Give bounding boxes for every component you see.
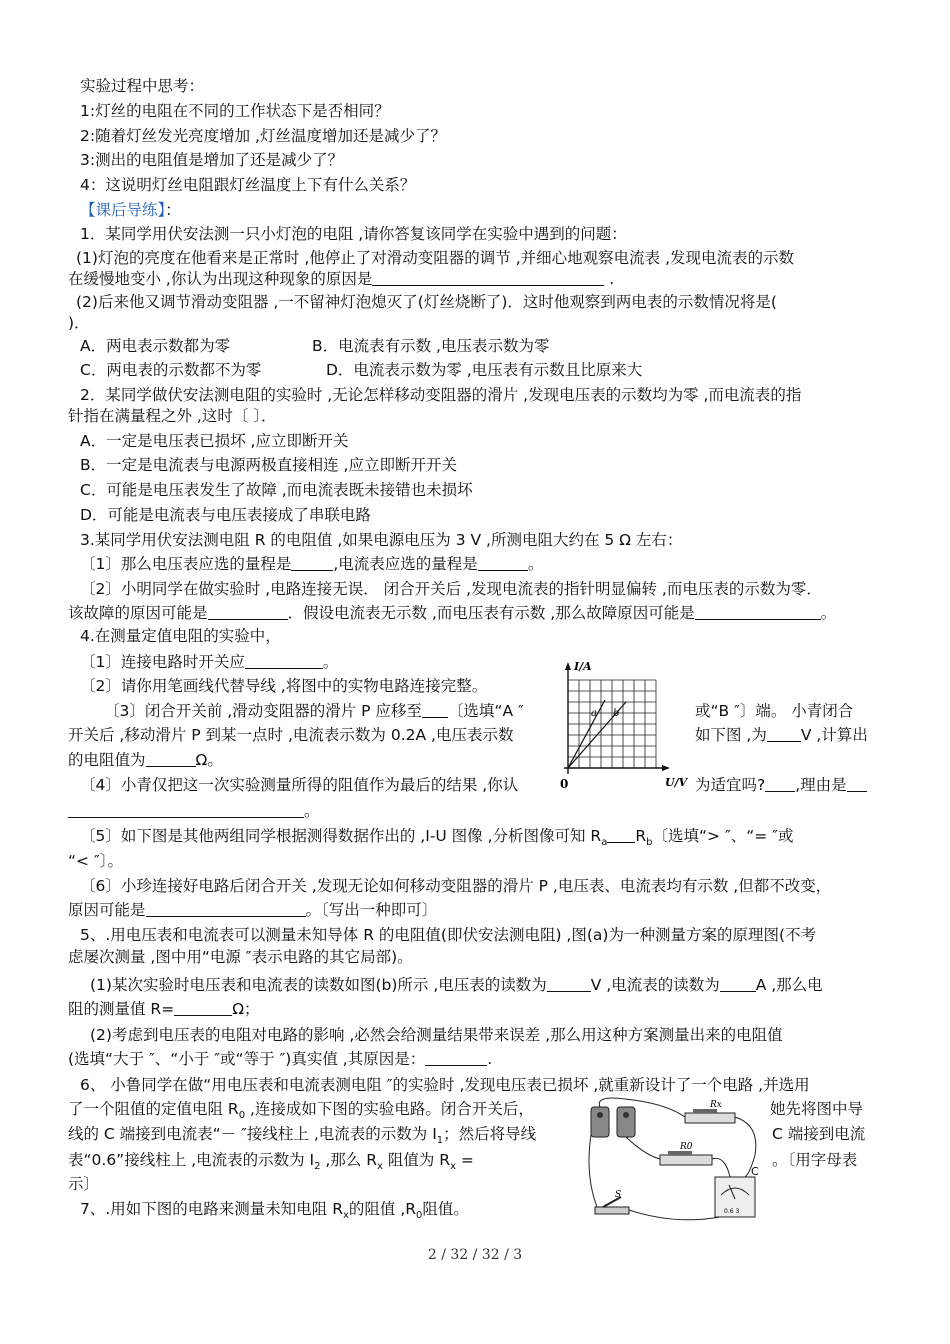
p4-s3-e-text: 如下图 ,为 bbox=[695, 726, 767, 744]
p6-l4-subx: x bbox=[377, 1161, 383, 1173]
p5-s1-cont bbox=[68, 999, 260, 1019]
p7-l1-b: 的阻值 ,R bbox=[348, 1200, 417, 1218]
battery-left bbox=[591, 1107, 609, 1137]
p6-l2-right: 她先将图中导 bbox=[770, 1100, 864, 1118]
p4-s3-g bbox=[68, 750, 223, 770]
p4-s6b bbox=[68, 900, 437, 920]
p6-l5: 示〕 bbox=[68, 1175, 100, 1193]
p5-s1-e: Ω； bbox=[232, 1000, 260, 1018]
p4-blank-6[interactable] bbox=[847, 776, 867, 792]
p7-l1-sub: x bbox=[343, 1210, 349, 1222]
p3-s2a: 〔2〕小明同学在做实验时 ,电路连接无误． 闭合开关后 ,发现电流表的指针明显偏转 ,而电压表的示数为零． bbox=[80, 580, 822, 598]
p2-stem-b: 针指在满量程之外 ,这时〔 〕． bbox=[68, 407, 277, 425]
p5-s1-d: 阻的测量值 R= bbox=[68, 1000, 175, 1018]
iu-label-b: b bbox=[613, 708, 620, 719]
p1-s1b bbox=[68, 269, 614, 289]
think-q1: 1:灯丝的电阻在不同的工作状态下是否相同？ bbox=[80, 102, 390, 120]
p4-blank-8[interactable] bbox=[607, 827, 635, 843]
p1-optB: B．电流表有示数 ,电压表示数为零 bbox=[312, 337, 550, 355]
p6-l3-a: 线的 C 端接到电流表“－ ″接线柱上 ,电流表的示数为 I bbox=[68, 1125, 437, 1143]
p3-blank-1[interactable] bbox=[291, 555, 333, 571]
p3-blank-3[interactable] bbox=[208, 604, 288, 620]
p4-s5-b: 〔选填“> ″、“= ″或 bbox=[652, 827, 794, 845]
p1-optD: D．电流表示数为零 ,电压表有示数且比原来大 bbox=[326, 361, 643, 379]
p4-s3-b: 〔选填“A ″ bbox=[447, 702, 524, 720]
section-colon: ： bbox=[165, 201, 181, 219]
switch-label: S bbox=[615, 1190, 622, 1200]
p4-s2: 〔2〕请你用笔画线代替导线 ,将图中的实物电路连接完整。 bbox=[80, 677, 488, 695]
p6-l4-a: 表“0.6”接线柱上 ,电流表的示数为 I bbox=[68, 1151, 315, 1169]
p6-l4-b: ,那么 R bbox=[320, 1151, 378, 1169]
r0-resistor bbox=[660, 1151, 712, 1165]
p4-s1-b: 。 bbox=[322, 653, 339, 671]
iu-graph-grid bbox=[568, 680, 656, 768]
p3-blank-4[interactable] bbox=[695, 604, 821, 620]
p6-l2-sub: 0 bbox=[238, 1110, 246, 1122]
p6-l2-b: ,连接成如下图的实验电路。闭合开关后， bbox=[245, 1100, 534, 1118]
p4-blank-4[interactable] bbox=[146, 751, 196, 767]
p4-s6-b: 原因可能是 bbox=[68, 901, 146, 919]
p6-l4-subx2: x bbox=[450, 1161, 456, 1173]
p6-l3 bbox=[68, 1124, 536, 1151]
p4-s6a: 〔6〕小珍连接好电路后闭合开关 ,发现无论如何移动变阻器的滑片 P ,电压表、电流表均有示数 ,但都不改变， bbox=[80, 877, 832, 895]
p3-s2-c: ．假设电流表无示数 ,而电压表有示数 ,那么故障原因可能是 bbox=[287, 604, 695, 622]
think-q4: 4：这说明灯丝电阻跟灯丝温度上下有什么关系？ bbox=[80, 176, 416, 194]
p5-s1-c: A ,那么电 bbox=[755, 976, 823, 994]
p4-s5-c: “< ″〕。 bbox=[68, 852, 123, 870]
p7-l1-a: 7、.用如下图的电路来测量未知电阻 R bbox=[80, 1200, 343, 1218]
p4-s4-d: 。 bbox=[304, 802, 320, 820]
p4-s1-a: 〔1〕连接电路时开关应 bbox=[80, 653, 245, 671]
iu-graph-xlabel: U/V bbox=[665, 776, 688, 789]
p4-blank-3[interactable] bbox=[767, 726, 801, 742]
p3-blank-2[interactable] bbox=[478, 555, 528, 571]
rx-resistor bbox=[685, 1109, 735, 1123]
p3-s1 bbox=[80, 554, 543, 574]
p3-s1-a: 〔1〕那么电压表应选的量程是 bbox=[80, 555, 292, 573]
p1-s1b-text: 在缓慢地变小 ,你认为出现这种现象的原因是 bbox=[68, 270, 373, 288]
p5-s1-b: V ,电流表的读数为 bbox=[590, 976, 720, 994]
p6-l2-a: 了一个阻值的定值电阻 R bbox=[68, 1100, 239, 1118]
p5-blank-1[interactable] bbox=[547, 976, 591, 992]
p1-optC: C．两电表的示数都不为零 bbox=[80, 361, 262, 379]
p4-s4-c: ,理由是 bbox=[795, 776, 847, 794]
p3-stem: 3.某同学用伏安法测电阻 R 的电阻值 ,如果电源电压为 3 V ,所测电阻大约在 5 Ω 左右： bbox=[80, 531, 683, 549]
p4-s4-left: 〔4〕小青仅把这一次实验测量所得的阻值作为最后的结果 ,你认 bbox=[80, 776, 519, 794]
p4-s3-a: 〔3〕闭合开关前 ,滑动变阻器的滑片 P 应移至 bbox=[104, 702, 422, 720]
r0-label: R0 bbox=[680, 1142, 693, 1152]
ammeter-scale: 0.6 3 bbox=[724, 1208, 740, 1215]
p3-s2-b: 该故障的原因可能是 bbox=[68, 604, 208, 622]
p5-stem-a: 5、.用电压表和电流表可以测量未知导体 R 的电阻值(即伏安法测电阻) ,图(a)为一种测量方案的原理图(不考 bbox=[80, 926, 817, 944]
p5-blank-2[interactable] bbox=[720, 976, 756, 992]
c-terminal-label: C bbox=[751, 1165, 759, 1178]
p2-optD: D．可能是电流表与电压表接成了串联电路 bbox=[80, 506, 371, 524]
p1-s1a: (1)灯泡的亮度在他看来是正常时 ,他停止了对滑动变阻器的调节 ,并细心地观察电流表 ,发现电流表的示数 bbox=[76, 249, 795, 267]
p1-s2a: (2)后来他又调节滑动变阻器 ,一不留神灯泡熄灭了(灯丝烧断了)．这时他观察到两电表的示数情况将是( bbox=[76, 293, 777, 311]
p4-s5-mid: R bbox=[635, 827, 647, 845]
p5-stem-b: 虑屡次测量 ,图中用“电源 ″表示电路的其它局部)。 bbox=[68, 948, 413, 966]
iu-graph-x-arrow bbox=[662, 765, 670, 771]
p5-s2-b: (选填“大于 ″、“小于 ″或“等于 ″)真实值 ,其原因是： bbox=[68, 1050, 426, 1068]
section-title: 【课后导练】 bbox=[80, 201, 166, 219]
switch bbox=[595, 1197, 629, 1214]
p4-s3-right: 或“B ″〕端。 小青闭合 bbox=[695, 702, 854, 720]
think-q2: 2:随着灯丝发光亮度增加 ,灯丝温度增加还是减少了？ bbox=[80, 127, 446, 145]
p6-l4-c: 阻值为 R bbox=[382, 1151, 451, 1169]
p4-blank-2[interactable] bbox=[422, 702, 448, 718]
p5-blank-3[interactable] bbox=[174, 1000, 232, 1016]
p4-s5-a: 〔5〕如下图是其他两组同学根据测得数据作出的 ,I-U 图像 ,分析图像可知 R bbox=[80, 827, 602, 845]
p4-blank-1[interactable] bbox=[245, 653, 323, 669]
p1-s2b: )． bbox=[68, 314, 90, 332]
think-heading: 实验过程中思考： bbox=[80, 77, 205, 95]
iu-label-a: a bbox=[591, 708, 597, 719]
p4-s4-right bbox=[695, 775, 867, 795]
p6-l3-b: ；然后将导线 bbox=[443, 1125, 537, 1143]
iu-graph-origin: 0 bbox=[560, 777, 569, 791]
p4-s1 bbox=[80, 652, 338, 672]
ammeter bbox=[715, 1177, 755, 1217]
p7-l1-sub0: 0 bbox=[416, 1210, 423, 1222]
rx-label: Rx bbox=[710, 1100, 722, 1110]
p4-s5 bbox=[80, 826, 793, 853]
p7-l1 bbox=[80, 1199, 469, 1226]
p2-optB: B．一定是电流表与电源两极直接相连 ,应立即断开开关 bbox=[80, 456, 457, 474]
p6-l3-sub: 1 bbox=[436, 1135, 444, 1147]
p1-stem: 1．某同学用伏安法测一只小灯泡的电阻 ,请你答复该同学在实验中遇到的问题： bbox=[80, 225, 627, 243]
p5-s1 bbox=[90, 975, 823, 995]
p2-optA: A．一定是电压表已损坏 ,应立即断开关 bbox=[80, 432, 349, 450]
p5-s2b bbox=[68, 1049, 492, 1069]
p4-s5-ra: a bbox=[601, 837, 608, 849]
p1-s1b-end: . bbox=[609, 270, 615, 288]
p5-s1-a: (1)某次实验时电压表和电流表的读数如图(b)所示 ,电压表的读数为 bbox=[90, 976, 547, 994]
p4-blank-5[interactable] bbox=[765, 776, 795, 792]
p6-l4-right: 。〔用字母表 bbox=[772, 1151, 858, 1169]
p5-s2-c: . bbox=[487, 1050, 493, 1068]
iu-graph bbox=[560, 660, 698, 792]
p4-s3-f: V ,计算出 bbox=[800, 726, 868, 744]
p4-s3-h: Ω。 bbox=[195, 751, 223, 769]
p2-stem-a: 2．某同学做伏安法测电阻的实验时 ,无论怎样移动变阻器的滑片 ,发现电压表的示数均为零 ,而电流表的指 bbox=[80, 386, 802, 404]
p4-s4-cont bbox=[68, 801, 320, 821]
p4-s6-c: 。〔写出一种即可〕 bbox=[305, 901, 438, 919]
p4-s5-rb: b bbox=[646, 837, 653, 849]
think-q3: 3:测出的电阻值是增加了还是减少了？ bbox=[80, 151, 344, 169]
p4-blank-9[interactable] bbox=[146, 901, 306, 917]
p4-s4-b: 为适宜吗? bbox=[695, 776, 766, 794]
p6-l1: 6、 小鲁同学在做“用电压表和电流表测电阻 ″的实验时 ,发现电压表已损坏 ,就重新设计了一个电路 ,并选用 bbox=[80, 1076, 810, 1094]
p5-s2a: (2)考虑到电压表的电阻对电路的影响 ,必然会给测量结果带来误差 ,那么用这种方案测量出来的电阻值 bbox=[90, 1026, 783, 1044]
p3-s2-d: 。 bbox=[820, 604, 837, 622]
p3-s2b bbox=[68, 603, 836, 623]
p6-l4-d: = bbox=[455, 1151, 474, 1169]
p5-blank-4[interactable] bbox=[425, 1050, 487, 1066]
p4-stem: 4.在测量定值电阻的实验中， bbox=[80, 627, 281, 645]
p6-l2 bbox=[68, 1099, 534, 1126]
p6-l3-right: C 端接到电流 bbox=[772, 1125, 866, 1143]
p2-optC: C．可能是电压表发生了故障 ,而电流表既未接错也未损坏 bbox=[80, 481, 473, 499]
p6-l4-sub: 2 bbox=[314, 1161, 321, 1173]
iu-line-a bbox=[568, 700, 605, 768]
p1-optA: A．两电表示数都为零 bbox=[80, 337, 231, 355]
circuit-figure bbox=[585, 1095, 770, 1233]
p6-l4 bbox=[68, 1150, 474, 1177]
p4-s3-e bbox=[695, 725, 868, 745]
battery-right bbox=[617, 1107, 635, 1137]
p4-s3-g-text: 的电阻值为 bbox=[68, 751, 146, 769]
p3-s1-c: 。 bbox=[527, 555, 544, 573]
p1-blank[interactable] bbox=[372, 270, 604, 286]
section-title-row bbox=[80, 200, 181, 220]
p7-l1-c: 阻值。 bbox=[422, 1200, 469, 1218]
p3-s1-b: ,电流表应选的量程是 bbox=[333, 555, 478, 573]
iu-graph-y-arrow bbox=[565, 662, 571, 670]
p4-s3-left bbox=[104, 701, 524, 721]
page-footer: 2 / 32 / 32 / 3 bbox=[427, 1247, 523, 1263]
p4-blank-7[interactable] bbox=[68, 802, 304, 818]
iu-graph-ylabel: I/A bbox=[574, 660, 592, 673]
p4-s3-d: 开关后 ,移动滑片 P 到某一点时 ,电流表示数为 0.2A ,电压表示数 bbox=[68, 726, 514, 744]
